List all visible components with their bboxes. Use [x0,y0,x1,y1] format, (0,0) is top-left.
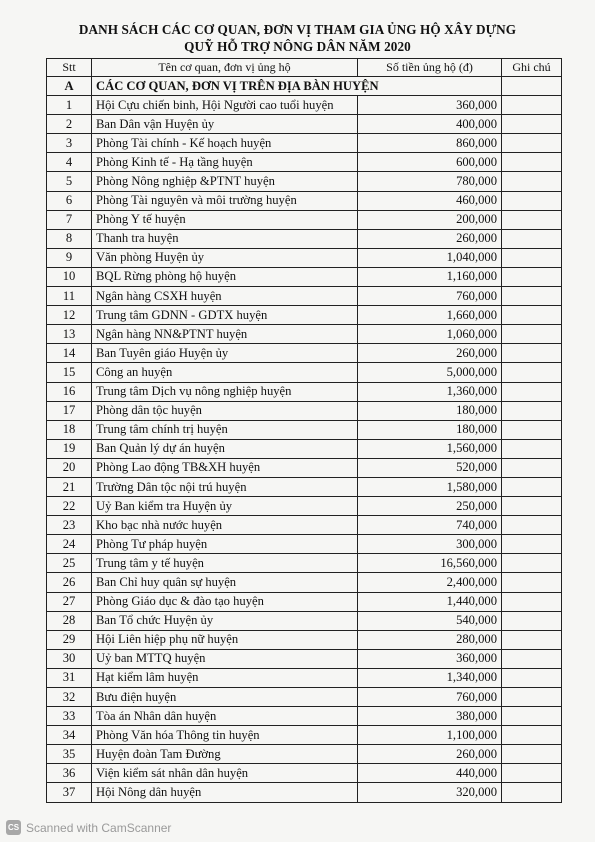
row-note [502,611,562,630]
row-stt: 24 [47,535,92,554]
row-amount: 260,000 [358,229,502,248]
table-row [47,573,562,592]
row-amount: 780,000 [358,172,502,191]
table-row [47,210,562,229]
row-note [502,191,562,210]
row-amount: 540,000 [358,611,502,630]
row-amount: 760,000 [358,688,502,707]
section-stt: A [47,77,92,96]
table-row [47,516,562,535]
table-row [47,96,562,115]
row-amount: 740,000 [358,516,502,535]
row-amount: 460,000 [358,191,502,210]
row-stt: 13 [47,325,92,344]
row-stt: 5 [47,172,92,191]
row-amount: 1,440,000 [358,592,502,611]
row-stt: 32 [47,688,92,707]
table-row [47,707,562,726]
row-amount: 5,000,000 [358,363,502,382]
row-stt: 29 [47,630,92,649]
table-row [47,688,562,707]
table-row [47,783,562,802]
row-name: Ban Dân vận Huyện ủy [92,115,358,134]
row-stt: 30 [47,649,92,668]
row-amount: 16,560,000 [358,554,502,573]
row-note [502,783,562,802]
row-amount: 1,360,000 [358,382,502,401]
row-stt: 4 [47,153,92,172]
table-row [47,477,562,496]
row-note [502,497,562,516]
row-name: Ban Tuyên giáo Huyện ủy [92,344,358,363]
table-row [47,554,562,573]
row-name: Trung tâm GDNN - GDTX huyện [92,306,358,325]
row-stt: 9 [47,248,92,267]
row-name: Văn phòng Huyện ủy [92,248,358,267]
row-amount: 300,000 [358,535,502,554]
row-name: Trung tâm y tế huyện [92,554,358,573]
table-row [47,115,562,134]
section-name: CÁC CƠ QUAN, ĐƠN VỊ TRÊN ĐỊA BÀN HUYỆN [92,77,502,96]
row-stt: 27 [47,592,92,611]
row-amount: 280,000 [358,630,502,649]
row-stt: 12 [47,306,92,325]
row-note [502,554,562,573]
row-note [502,210,562,229]
row-amount: 200,000 [358,210,502,229]
row-name: BQL Rừng phòng hộ huyện [92,267,358,286]
row-stt: 18 [47,420,92,439]
row-note [502,153,562,172]
row-note [502,592,562,611]
row-stt: 10 [47,267,92,286]
header-row [47,59,562,77]
row-note [502,630,562,649]
table-row [47,134,562,153]
row-name: Phòng Giáo dục & đào tạo huyện [92,592,358,611]
row-name: Huyện đoàn Tam Đường [92,745,358,764]
row-name: Trung tâm chính trị huyện [92,420,358,439]
row-name: Ban Chỉ huy quân sự huyện [92,573,358,592]
row-name: Hội Nông dân huyện [92,783,358,802]
row-amount: 400,000 [358,115,502,134]
row-note [502,745,562,764]
header-name: Tên cơ quan, đơn vị ủng hộ [92,59,358,77]
row-note [502,229,562,248]
scanner-footer-text: Scanned with CamScanner [26,820,172,835]
table-row [47,592,562,611]
row-amount: 1,560,000 [358,439,502,458]
row-name: Phòng Kinh tế - Hạ tầng huyện [92,153,358,172]
header-note: Ghi chú [502,59,562,77]
row-name: Trung tâm Dịch vụ nông nghiệp huyện [92,382,358,401]
row-amount: 320,000 [358,783,502,802]
row-note [502,458,562,477]
row-note [502,535,562,554]
row-amount: 360,000 [358,649,502,668]
row-name: Phòng Tài chính - Kế hoạch huyện [92,134,358,153]
row-stt: 25 [47,554,92,573]
row-note [502,726,562,745]
row-amount: 760,000 [358,287,502,306]
table-row [47,745,562,764]
row-name: Bưu điện huyện [92,688,358,707]
row-stt: 8 [47,229,92,248]
table-row [47,287,562,306]
row-name: Thanh tra huyện [92,229,358,248]
header-amount: Số tiền ủng hộ (đ) [358,59,502,77]
row-stt: 19 [47,439,92,458]
row-amount: 1,040,000 [358,248,502,267]
row-note [502,267,562,286]
row-stt: 3 [47,134,92,153]
row-stt: 1 [47,96,92,115]
row-amount: 250,000 [358,497,502,516]
row-name: Ban Quản lý dự án huyện [92,439,358,458]
table-row [47,248,562,267]
row-amount: 1,580,000 [358,477,502,496]
row-stt: 2 [47,115,92,134]
row-stt: 26 [47,573,92,592]
row-amount: 180,000 [358,401,502,420]
row-stt: 33 [47,707,92,726]
row-name: Ngân hàng NN&PTNT huyện [92,325,358,344]
section-note [502,77,562,96]
row-note [502,420,562,439]
table-row [47,458,562,477]
row-note [502,439,562,458]
table-row [47,229,562,248]
table-row [47,726,562,745]
row-note [502,344,562,363]
camscanner-logo-icon: CS [6,820,21,835]
table-row [47,497,562,516]
row-note [502,401,562,420]
row-note [502,382,562,401]
row-stt: 21 [47,477,92,496]
row-amount: 440,000 [358,764,502,783]
row-amount: 380,000 [358,707,502,726]
row-amount: 260,000 [358,344,502,363]
table-row [47,420,562,439]
row-note [502,115,562,134]
table-row [47,611,562,630]
table-row [47,363,562,382]
row-stt: 15 [47,363,92,382]
row-note [502,688,562,707]
row-note [502,134,562,153]
row-name: Phòng Văn hóa Thông tin huyện [92,726,358,745]
row-name: Hội Liên hiệp phụ nữ huyện [92,630,358,649]
row-note [502,363,562,382]
row-stt: 31 [47,668,92,687]
row-name: Phòng Tài nguyên và môi trường huyện [92,191,358,210]
row-name: Phòng Lao động TB&XH huyện [92,458,358,477]
row-amount: 520,000 [358,458,502,477]
document-subtitle: QUỸ HỖ TRỢ NÔNG DÂN NĂM 2020 [184,39,411,54]
scanner-footer [6,820,171,835]
row-name: Ban Tổ chức Huyện ủy [92,611,358,630]
row-amount: 260,000 [358,745,502,764]
row-name: Trường Dân tộc nội trú huyện [92,477,358,496]
table-row [47,153,562,172]
row-note [502,287,562,306]
table-row [47,649,562,668]
row-stt: 7 [47,210,92,229]
table-row [47,172,562,191]
row-stt: 20 [47,458,92,477]
row-amount: 1,660,000 [358,306,502,325]
table-row [47,535,562,554]
row-amount: 360,000 [358,96,502,115]
row-name: Uỷ ban MTTQ huyện [92,649,358,668]
row-stt: 35 [47,745,92,764]
row-name: Viện kiểm sát nhân dân huyện [92,764,358,783]
table-row [47,344,562,363]
row-amount: 600,000 [358,153,502,172]
row-stt: 34 [47,726,92,745]
document-title: DANH SÁCH CÁC CƠ QUAN, ĐƠN VỊ THAM GIA ỦNG HỘ XÂY DỰNG [78,22,517,37]
header-stt: Stt [47,59,92,77]
table-row [47,401,562,420]
table-row [47,325,562,344]
row-note [502,248,562,267]
table-row [47,630,562,649]
row-name: Uỷ Ban kiểm tra Huyện ủy [92,497,358,516]
row-amount: 1,340,000 [358,668,502,687]
row-amount: 180,000 [358,420,502,439]
row-amount: 1,060,000 [358,325,502,344]
row-stt: 6 [47,191,92,210]
table-row [47,668,562,687]
row-name: Công an huyện [92,363,358,382]
row-name: Phòng Tư pháp huyện [92,535,358,554]
row-note [502,96,562,115]
row-name: Hội Cựu chiến binh, Hội Người cao tuổi huyện [92,96,358,115]
row-note [502,707,562,726]
table-row [47,382,562,401]
section-row [47,77,562,96]
table-row [47,439,562,458]
row-name: Tòa án Nhân dân huyện [92,707,358,726]
row-amount: 860,000 [358,134,502,153]
row-stt: 28 [47,611,92,630]
row-note [502,172,562,191]
row-stt: 23 [47,516,92,535]
table-row [47,191,562,210]
row-stt: 14 [47,344,92,363]
row-note [502,325,562,344]
table-row [47,764,562,783]
row-stt: 17 [47,401,92,420]
row-name: Ngân hàng CSXH huyện [92,287,358,306]
row-stt: 16 [47,382,92,401]
row-stt: 11 [47,287,92,306]
row-stt: 37 [47,783,92,802]
table-row [47,306,562,325]
row-amount: 2,400,000 [358,573,502,592]
row-note [502,668,562,687]
table-row [47,267,562,286]
row-amount: 1,160,000 [358,267,502,286]
row-stt: 36 [47,764,92,783]
row-note [502,764,562,783]
row-name: Kho bạc nhà nước huyện [92,516,358,535]
row-note [502,516,562,535]
row-name: Phòng Y tế huyện [92,210,358,229]
row-note [502,649,562,668]
row-amount: 1,100,000 [358,726,502,745]
row-note [502,573,562,592]
row-note [502,306,562,325]
row-name: Hạt kiểm lâm huyện [92,668,358,687]
row-name: Phòng Nông nghiệp &PTNT huyện [92,172,358,191]
row-name: Phòng dân tộc huyện [92,401,358,420]
row-stt: 22 [47,497,92,516]
row-note [502,477,562,496]
donation-table [46,58,562,803]
